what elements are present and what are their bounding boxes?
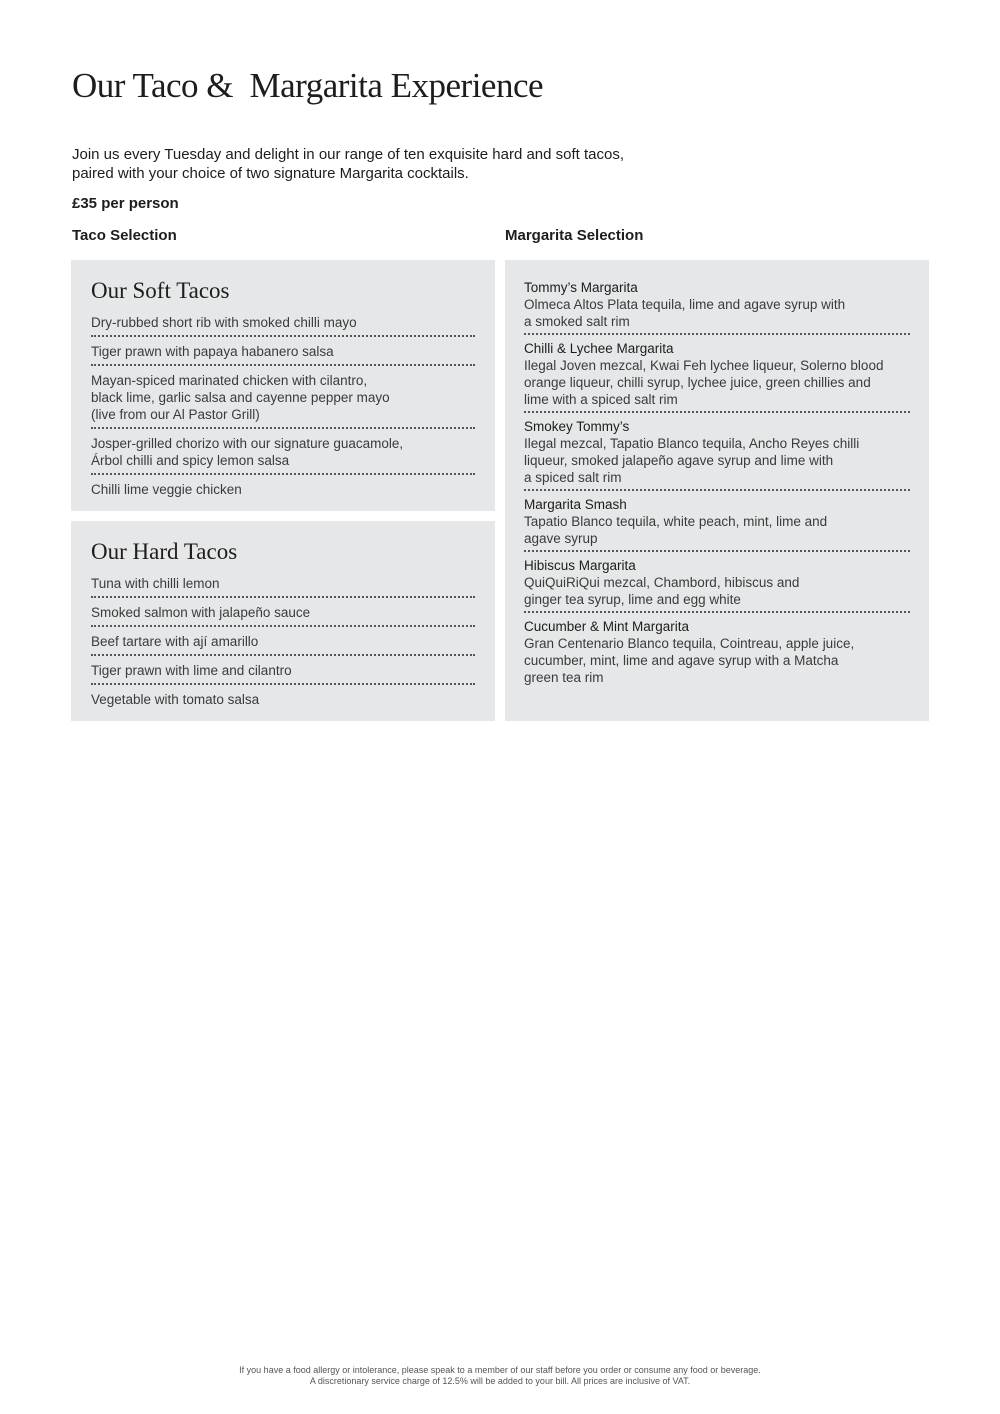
intro-line: Join us every Tuesday and delight in our range of ten exquisite hard and soft tacos, <box>72 146 625 163</box>
soft-tacos-title: Our Soft Tacos <box>91 278 230 303</box>
margarita-name: Chilli & Lychee Margarita <box>524 341 674 356</box>
margarita-item <box>524 557 910 613</box>
margarita-item <box>524 279 910 335</box>
hard-tacos-panel <box>71 521 495 721</box>
margarita-description: Gran Centenario Blanco tequila, Cointreau, apple juice, cucumber, mint, lime and agave syrup with a Matcha green tea rim <box>524 636 855 685</box>
soft-taco-item: Tiger prawn with papaya habanero salsa <box>91 341 475 366</box>
hard-taco-item: Beef tartare with ají amarillo <box>91 631 475 656</box>
margarita-description: Olmeca Altos Plata tequila, lime and agave syrup with a smoked salt rim <box>524 297 846 329</box>
hard-taco-item: Tiger prawn with lime and cilantro <box>91 660 475 685</box>
margarita-item <box>524 618 910 689</box>
margarita-description: QuiQuiRiQui mezcal, Chambord, hibiscus and ginger tea syrup, lime and egg white <box>524 575 800 607</box>
soft-tacos-panel <box>71 260 495 511</box>
service-charge-notice: A discretionary service charge of 12.5% will be added to your bill. All prices are inclusive of VAT. <box>309 1376 691 1386</box>
margarita-description: Ilegal mezcal, Tapatio Blanco tequila, Ancho Reyes chilli liqueur, smoked jalapeño agave syrup and lime with a spiced salt rim <box>524 436 860 485</box>
price-per-person: £35 per person <box>72 195 179 212</box>
hard-taco-item: Smoked salmon with jalapeño sauce <box>91 602 475 627</box>
margarita-selection-heading: Margarita Selection <box>505 227 644 244</box>
hard-taco-item: Tuna with chilli lemon <box>91 573 475 598</box>
soft-taco-item: Chilli lime veggie chicken <box>91 482 242 497</box>
margarita-list <box>524 279 910 689</box>
margarita-panel <box>505 260 929 721</box>
page-title: Our Taco & Margarita Experience <box>72 66 544 105</box>
footer-notice <box>0 1365 1000 1387</box>
margarita-name: Tommy’s Margarita <box>524 280 638 295</box>
margarita-name: Smokey Tommy’s <box>524 419 630 434</box>
taco-selection-heading: Taco Selection <box>72 227 177 244</box>
hard-taco-item: Vegetable with tomato salsa <box>91 692 260 707</box>
margarita-name: Hibiscus Margarita <box>524 558 636 573</box>
margarita-item <box>524 496 910 552</box>
allergy-notice: If you have a food allergy or intolerance, please speak to a member of our staff before you order or consume any food or beverage. <box>239 1365 761 1375</box>
soft-taco-item: Josper-grilled chorizo with our signature guacamole, Árbol chilli and spicy lemon salsa <box>91 433 475 475</box>
margarita-item <box>524 340 910 413</box>
margarita-name: Margarita Smash <box>524 497 627 512</box>
hard-tacos-title: Our Hard Tacos <box>91 539 238 564</box>
soft-taco-item: Mayan-spiced marinated chicken with cilantro, black lime, garlic salsa and cayenne pepper mayo (live from our Al Pastor Grill) <box>91 370 475 429</box>
margarita-description: Ilegal Joven mezcal, Kwai Feh lychee liqueur, Solerno blood orange liqueur, chilli syrup, lychee juice, green chillies and lime with a spiced salt rim <box>524 358 884 407</box>
hard-tacos-list <box>91 573 475 712</box>
intro-text <box>72 145 712 183</box>
soft-tacos-list <box>91 312 475 502</box>
margarita-name: Cucumber & Mint Margarita <box>524 619 690 634</box>
intro-line: paired with your choice of two signature Margarita cocktails. <box>72 165 469 182</box>
margarita-description: Tapatio Blanco tequila, white peach, mint, lime and agave syrup <box>524 514 828 546</box>
soft-taco-item: Dry-rubbed short rib with smoked chilli mayo <box>91 312 475 337</box>
margarita-item <box>524 418 910 491</box>
